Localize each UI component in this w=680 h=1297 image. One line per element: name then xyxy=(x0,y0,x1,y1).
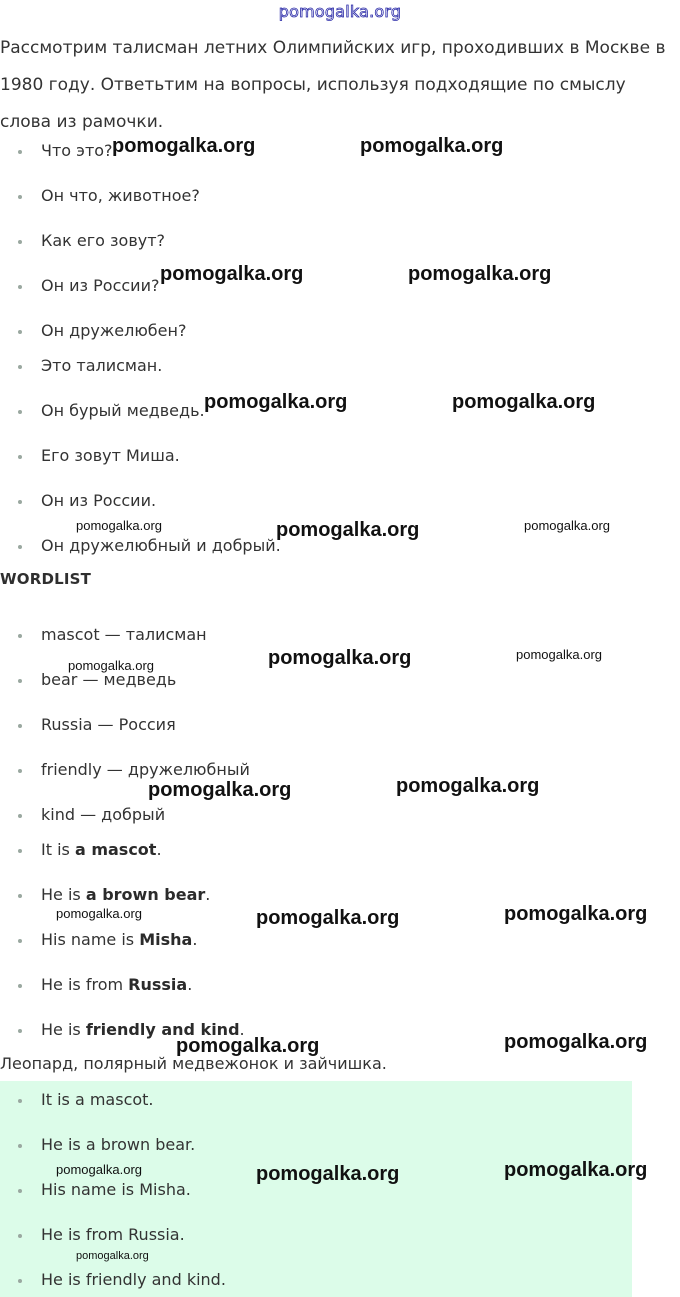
list-item: It is a mascot. xyxy=(41,1090,154,1109)
answer-keyword: Russia xyxy=(128,975,188,994)
list-item: His name is Misha. xyxy=(41,930,198,949)
list-item: His name is Misha. xyxy=(41,1180,191,1199)
list-item: Это талисман. xyxy=(41,356,163,375)
intro-paragraph: Рассмотрим талисман летних Олимпийских игр, проходивших в Москве в 1980 году. Ответьтим на вопросы, используя подходящие по смыслу слова из рамочки. xyxy=(0,38,666,132)
list-item: He is a brown bear. xyxy=(41,1135,196,1154)
answer-keyword: a brown bear xyxy=(85,885,206,904)
watermark: pomogalka.org xyxy=(112,135,256,157)
watermark: pomogalka.org xyxy=(256,907,400,929)
watermark: pomogalka.org xyxy=(204,391,348,413)
watermark: pomogalka.org xyxy=(176,1035,320,1057)
answer-keyword: friendly and kind xyxy=(85,1020,240,1039)
watermark: pomogalka.org xyxy=(76,1250,149,1262)
list-item: Как его зовут? xyxy=(41,231,166,250)
list-item: Его зовут Миша. xyxy=(41,446,180,465)
watermark: pomogalka.org xyxy=(516,647,602,662)
watermark: pomogalka.org xyxy=(396,775,540,797)
list-item: Он дружелюбен? xyxy=(41,321,187,340)
watermark: pomogalka.org xyxy=(504,903,648,925)
site-title-watermark: pomogalka.org xyxy=(278,2,402,21)
watermark: pomogalka.org xyxy=(68,658,154,673)
list-item: He is friendly and kind. xyxy=(41,1020,245,1039)
watermark: pomogalka.org xyxy=(360,135,504,157)
wordlist-heading: WORDLIST xyxy=(0,570,92,588)
list-item: Он из России. xyxy=(41,491,157,510)
watermark: pomogalka.org xyxy=(452,391,596,413)
watermark: pomogalka.org xyxy=(148,779,292,801)
wordlist-item: friendly — дружелюбный xyxy=(41,760,250,779)
watermark: pomogalka.org xyxy=(276,519,420,541)
wordlist-item: Russia — Россия xyxy=(41,715,176,734)
list-item: Он что, животное? xyxy=(41,186,200,205)
list-item: Он из России? xyxy=(41,276,160,295)
list-item: He is a brown bear. xyxy=(41,885,211,904)
note-text: Леопард, полярный медвежонок и зайчишка. xyxy=(0,1054,387,1073)
list-item: He is friendly and kind. xyxy=(41,1270,226,1289)
watermark: pomogalka.org xyxy=(268,647,412,669)
answer-keyword: Misha xyxy=(139,930,193,949)
watermark: pomogalka.org xyxy=(76,518,162,533)
watermark: pomogalka.org xyxy=(56,1162,142,1177)
watermark: pomogalka.org xyxy=(504,1031,648,1053)
watermark: pomogalka.org xyxy=(408,263,552,285)
list-item: Он дружелюбный и добрый. xyxy=(41,536,281,555)
list-item: He is from Russia. xyxy=(41,1225,185,1244)
wordlist-item: kind — добрый xyxy=(41,805,166,824)
list-item: Он бурый медведь. xyxy=(41,401,205,420)
watermark: pomogalka.org xyxy=(524,518,610,533)
list-item: He is from Russia. xyxy=(41,975,193,994)
answer-keyword: a mascot xyxy=(74,840,157,859)
watermark: pomogalka.org xyxy=(256,1163,400,1185)
wordlist-item: mascot — талисман xyxy=(41,625,207,644)
watermark: pomogalka.org xyxy=(160,263,304,285)
wordlist-item: bear — медведь xyxy=(41,670,177,689)
list-item: Что это? xyxy=(41,141,113,160)
watermark: pomogalka.org xyxy=(56,906,142,921)
watermark: pomogalka.org xyxy=(504,1159,648,1181)
list-item: It is a mascot. xyxy=(41,840,162,859)
